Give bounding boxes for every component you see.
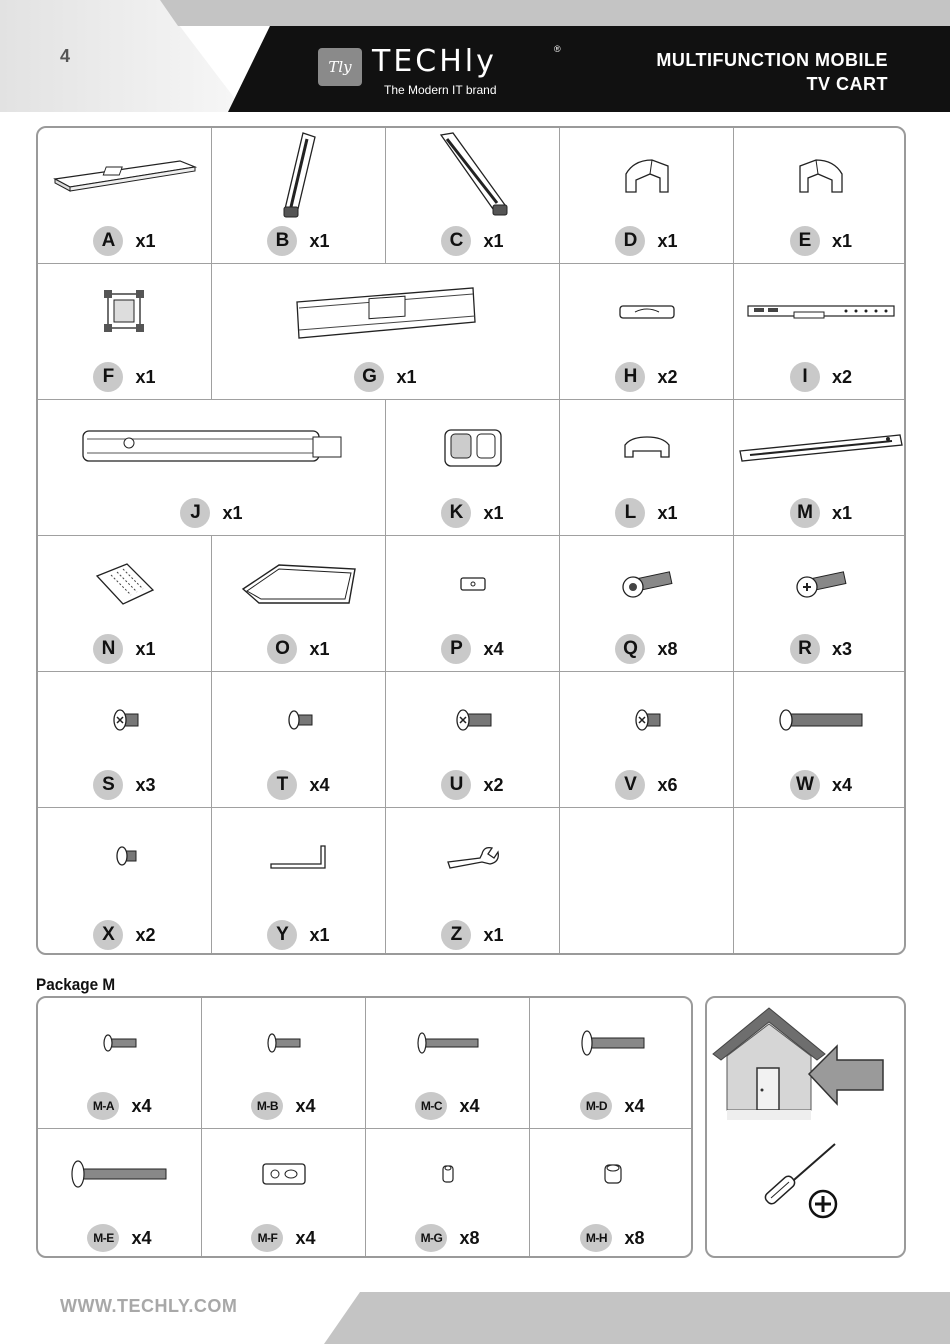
title-line-1: MULTIFUNCTION MOBILE — [656, 50, 888, 70]
package-item-label: M-H — [580, 1224, 612, 1252]
part-qty: x1 — [135, 366, 156, 387]
part-letter: Y — [267, 920, 297, 950]
part-letter: F — [93, 362, 123, 392]
part-letter: N — [93, 634, 123, 664]
part-letter: A — [93, 226, 123, 256]
screw-icon — [580, 1030, 646, 1056]
part-cell-z — [386, 808, 560, 955]
part-qty: x2 — [135, 924, 156, 945]
package-item-m-f — [202, 1129, 366, 1258]
package-item-qty: x8 — [624, 1227, 645, 1248]
package-item-m-e — [38, 1129, 202, 1258]
part-qty: x2 — [657, 366, 678, 387]
package-item-label: M-A — [87, 1092, 119, 1120]
part-qty: x3 — [135, 774, 156, 795]
part-qty: x1 — [222, 502, 243, 523]
part-cell-w — [734, 672, 906, 808]
part-qty: x4 — [309, 774, 330, 795]
package-item-label: M-C — [415, 1092, 447, 1120]
part-cell-i — [734, 264, 906, 400]
part-cell-p — [386, 536, 560, 672]
part-cell-c — [386, 128, 560, 264]
tools-illustration — [707, 998, 904, 1256]
package-m-title: Package M — [36, 975, 116, 994]
part-cell-d — [560, 128, 734, 264]
part-letter: Q — [615, 634, 645, 664]
registered-mark: ® — [554, 44, 561, 54]
part-letter: G — [354, 362, 384, 392]
package-item-label: M-D — [580, 1092, 612, 1120]
part-letter: B — [267, 226, 297, 256]
part-qty: x3 — [831, 638, 853, 659]
allen-key-icon — [269, 842, 329, 870]
package-item-m-b — [202, 998, 366, 1129]
part-qty: x1 — [396, 366, 417, 387]
vented-plate-icon — [93, 560, 157, 608]
base-plate-icon — [50, 151, 200, 201]
part-cell-v — [560, 672, 734, 808]
part-cell-k — [386, 400, 560, 536]
screw-icon — [416, 1032, 480, 1054]
short-screw-icon — [632, 708, 662, 732]
part-cell-f — [38, 264, 212, 400]
short-screw-icon — [112, 845, 138, 867]
footer-url[interactable]: WWW.TECHLY.COM — [60, 1296, 238, 1316]
spacer-icon — [603, 1163, 623, 1185]
part-letter: M — [790, 498, 820, 528]
brand-logo — [318, 40, 568, 104]
part-letter: C — [441, 226, 471, 256]
part-letter: Z — [441, 920, 471, 950]
part-qty: x8 — [657, 638, 678, 659]
part-cell-j — [38, 400, 386, 536]
part-qty: x1 — [657, 502, 678, 523]
empty-cell — [560, 808, 734, 955]
screw-icon — [266, 1033, 302, 1053]
leg-right-icon — [433, 131, 513, 221]
phillips-bolt-icon — [793, 569, 849, 599]
part-letter: U — [441, 770, 471, 800]
house-icon — [713, 1008, 825, 1120]
washer-plate-icon — [459, 576, 487, 592]
short-screw-icon — [453, 708, 493, 732]
top-cap-icon — [621, 433, 673, 463]
part-cell-q — [560, 536, 734, 672]
short-screw-icon — [284, 709, 314, 731]
page-number: 4 — [60, 46, 71, 66]
part-qty: x2 — [831, 366, 853, 387]
part-letter: I — [790, 362, 820, 392]
package-item-qty: x4 — [295, 1095, 316, 1116]
hex-bolt-icon — [619, 569, 675, 599]
glass-shelf-icon — [239, 561, 359, 607]
part-letter: L — [615, 498, 645, 528]
part-letter: V — [615, 770, 645, 800]
bracket-icon — [100, 288, 150, 336]
part-letter: R — [790, 634, 820, 664]
part-qty: x6 — [657, 774, 678, 795]
part-letter: S — [93, 770, 123, 800]
corner-cap-left-icon — [622, 156, 672, 196]
wrench-icon — [446, 842, 500, 870]
part-cell-r — [734, 536, 906, 672]
logo-mark: Tly — [318, 48, 362, 86]
part-qty: x4 — [831, 774, 853, 795]
part-letter: D — [615, 226, 645, 256]
part-letter: O — [267, 634, 297, 664]
package-item-qty: x8 — [459, 1227, 480, 1248]
part-letter: X — [93, 920, 123, 950]
package-item-m-d — [530, 998, 693, 1129]
part-cell-h — [560, 264, 734, 400]
part-qty: x1 — [657, 230, 678, 251]
part-cell-o — [212, 536, 386, 672]
part-qty: x1 — [483, 502, 504, 523]
part-letter: J — [180, 498, 210, 528]
part-cell-m — [734, 400, 906, 536]
part-letter: W — [790, 770, 820, 800]
brand-name: TECHly — [372, 44, 497, 79]
slotted-rail-icon — [738, 431, 904, 465]
tools-panel — [705, 996, 906, 1258]
package-item-m-a — [38, 998, 202, 1129]
part-qty: x1 — [135, 230, 156, 251]
package-item-label: M-F — [251, 1224, 283, 1252]
brand-tagline: The Modern IT brand — [384, 83, 497, 97]
package-item-label: M-B — [251, 1092, 283, 1120]
part-qty: x1 — [309, 924, 330, 945]
title-line-2: TV CART — [806, 74, 888, 94]
package-item-qty: x4 — [131, 1095, 152, 1116]
part-qty: x1 — [831, 502, 853, 523]
part-qty: x1 — [831, 230, 853, 251]
package-item-m-c — [366, 998, 530, 1129]
parts-grid — [36, 126, 906, 955]
screw-icon — [102, 1034, 138, 1052]
leg-left-icon — [269, 131, 329, 221]
part-cell-u — [386, 672, 560, 808]
clamp-block-icon — [441, 426, 505, 470]
corner-cap-right-icon — [796, 156, 846, 196]
part-cell-a — [38, 128, 212, 264]
part-letter: H — [615, 362, 645, 392]
part-cell-l — [560, 400, 734, 536]
part-cell-n — [38, 536, 212, 672]
package-item-m-g — [366, 1129, 530, 1258]
mount-rail-icon — [746, 302, 896, 322]
package-item-qty: x4 — [131, 1227, 152, 1248]
washer-plate-icon — [261, 1162, 307, 1186]
part-cell-x — [38, 808, 212, 955]
part-cell-y — [212, 808, 386, 955]
cross-bar-icon — [293, 282, 479, 342]
empty-cell — [734, 808, 906, 955]
part-qty: x4 — [483, 638, 504, 659]
part-cell-g — [212, 264, 560, 400]
part-letter: P — [441, 634, 471, 664]
part-cell-s — [38, 672, 212, 808]
package-item-qty: x4 — [624, 1095, 645, 1116]
part-cell-t — [212, 672, 386, 808]
small-bar-icon — [617, 302, 677, 322]
package-item-qty: x4 — [459, 1095, 480, 1116]
plus-icon — [810, 1191, 836, 1217]
part-qty: x1 — [483, 924, 504, 945]
part-qty: x1 — [483, 230, 504, 251]
short-screw-icon — [110, 708, 140, 732]
long-screw-icon — [776, 708, 866, 732]
part-qty: x1 — [135, 638, 156, 659]
package-item-m-h — [530, 1129, 693, 1258]
part-qty: x1 — [309, 638, 330, 659]
part-qty: x1 — [309, 230, 330, 251]
part-letter: E — [790, 226, 820, 256]
part-cell-b — [212, 128, 386, 264]
package-m-grid — [36, 996, 693, 1258]
column-pole-icon — [79, 425, 345, 471]
package-item-qty: x4 — [295, 1227, 316, 1248]
part-letter: T — [267, 770, 297, 800]
part-cell-e — [734, 128, 906, 264]
package-item-label: M-G — [415, 1224, 447, 1252]
document-title — [656, 48, 888, 96]
part-letter: K — [441, 498, 471, 528]
long-screw-icon — [70, 1160, 170, 1188]
part-qty: x2 — [483, 774, 504, 795]
package-item-label: M-E — [87, 1224, 119, 1252]
spacer-icon — [441, 1164, 455, 1184]
